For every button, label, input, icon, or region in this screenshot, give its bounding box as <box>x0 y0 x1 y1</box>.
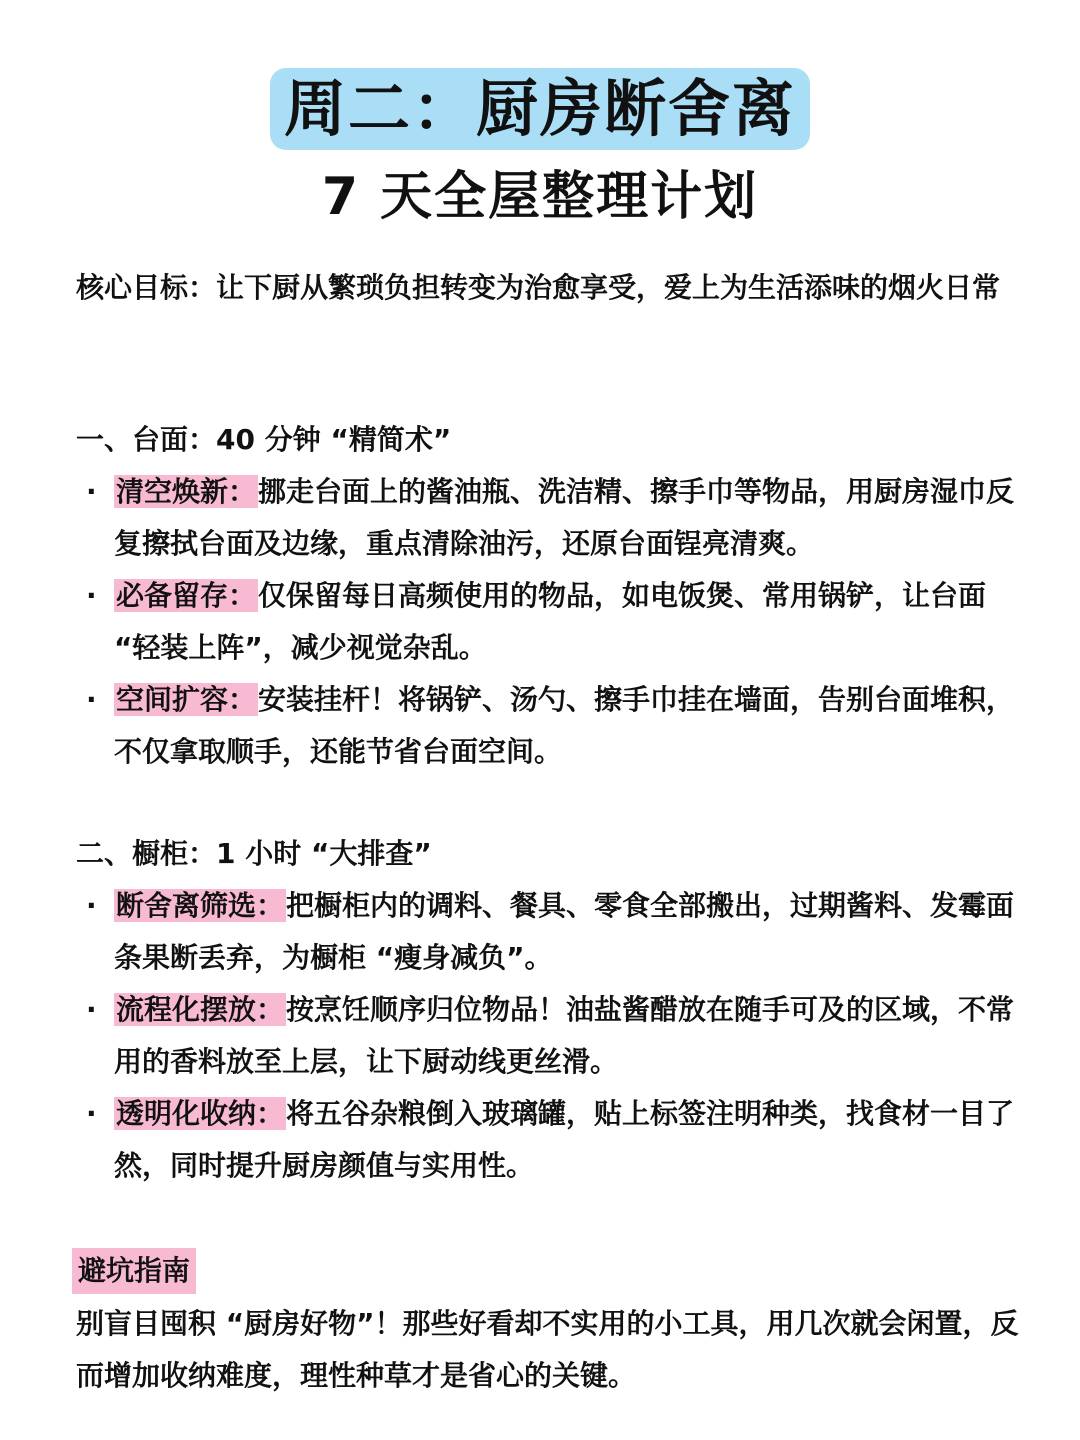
item-key: 必备留存： <box>116 579 257 612</box>
guide-text: 别盲目囤积 “厨房好物”！那些好看却不实用的小工具，用几次就会闲置，反而增加收纳难度，理性种草才是省心的关键。 <box>76 1307 1019 1392</box>
list-item <box>86 570 1018 674</box>
page-title: 周二：厨房断舍离 <box>270 68 810 150</box>
item-key: 空间扩容： <box>116 683 257 716</box>
title-wrap <box>0 68 1080 150</box>
section-heading-countertop: 一、台面：40 分钟 “精简术” <box>76 423 452 456</box>
item-text: 按烹饪顺序归位物品！油盐酱醋放在随手可及的区域，不常用的香料放至上层，让下厨动线更丝滑。 <box>114 993 1015 1078</box>
core-goal: 核心目标：让下厨从繁琐负担转变为治愈享受，爱上为生活添味的烟火日常 <box>76 271 1001 304</box>
page-subtitle: 7 天全屋整理计划 <box>321 167 759 227</box>
item-key: 清空焕新： <box>116 475 257 508</box>
list-item <box>86 880 1018 984</box>
item-key: 透明化收纳： <box>116 1097 285 1130</box>
bullet-dot: · <box>86 475 97 508</box>
list-item <box>86 984 1018 1088</box>
bullet-dot: · <box>86 1097 97 1130</box>
item-key: 断舍离筛选： <box>116 889 285 922</box>
item-text: 安装挂杆！将锅铲、汤勺、擦手巾挂在墙面，告别台面堆积，不仅拿取顺手，还能节省台面空间。 <box>114 683 1015 768</box>
item-text: 挪走台面上的酱油瓶、洗洁精、擦手巾等物品，用厨房湿巾反复擦拭台面及边缘，重点清除油污，还原台面锃亮清爽。 <box>114 475 1015 560</box>
bullet-dot: · <box>86 889 97 922</box>
list-item <box>86 674 1018 778</box>
guide-label: 避坑指南 <box>72 1248 196 1294</box>
bullet-dot: · <box>86 579 97 612</box>
bullet-dot: · <box>86 683 97 716</box>
list-item <box>86 466 1018 570</box>
list-item <box>86 1088 1018 1192</box>
item-text: 仅保留每日高频使用的物品，如电饭煲、常用锅铲，让台面 “轻装上阵”，减少视觉杂乱。 <box>114 579 987 664</box>
item-key: 流程化摆放： <box>116 993 285 1026</box>
item-text: 将五谷杂粮倒入玻璃罐，贴上标签注明种类，找食材一目了然，同时提升厨房颜值与实用性。 <box>114 1097 1015 1182</box>
bullet-dot: · <box>86 993 97 1026</box>
section-heading-cabinet: 二、橱柜：1 小时 “大排查” <box>76 837 432 870</box>
item-text: 把橱柜内的调料、餐具、零食全部搬出，过期酱料、发霉面条果断丢弃，为橱柜 “瘦身减负”。 <box>114 889 1015 974</box>
